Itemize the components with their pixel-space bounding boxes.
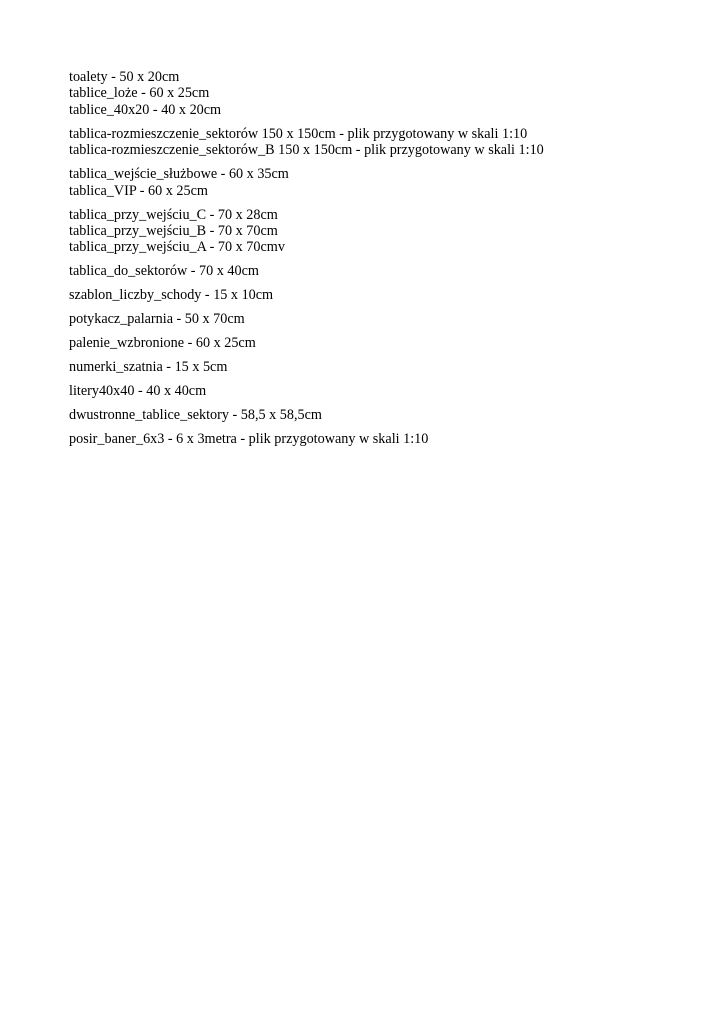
document-body — [69, 69, 689, 455]
paragraph-group — [69, 431, 689, 447]
text-line: litery40x40 - 40 x 40cm — [69, 383, 207, 400]
paragraph-group — [69, 263, 689, 279]
text-line: dwustronne_tablice_sektory - 58,5 x 58,5cm — [69, 407, 322, 424]
text-line: tablica-rozmieszczenie_sektorów 150 x 150cm - plik przygotowany w skali 1:10 — [69, 125, 528, 142]
paragraph-group — [69, 207, 689, 256]
text-line: tablica_wejście_służbowe - 60 x 35cm — [69, 166, 289, 183]
paragraph-group — [69, 407, 689, 423]
text-line: szablon_liczby_schody - 15 x 10cm — [69, 287, 274, 304]
text-line: tablica_przy_wejściu_B - 70 x 70cm — [69, 223, 278, 240]
text-line: tablica-rozmieszczenie_sektorów_B 150 x 150cm - plik przygotowany w skali 1:10 — [69, 142, 544, 159]
text-line: tablica_przy_wejściu_A - 70 x 70cmv — [69, 239, 285, 256]
text-line: tablica_do_sektorów - 70 x 40cm — [69, 263, 259, 280]
paragraph-group — [69, 126, 689, 159]
paragraph-group — [69, 166, 689, 199]
text-line: tablica_przy_wejściu_C - 70 x 28cm — [69, 206, 278, 223]
text-line: numerki_szatnia - 15 x 5cm — [69, 359, 228, 376]
paragraph-group — [69, 383, 689, 399]
paragraph-group — [69, 311, 689, 327]
paragraph-group — [69, 359, 689, 375]
text-line: posir_baner_6x3 - 6 x 3metra - plik przygotowany w skali 1:10 — [69, 431, 429, 448]
text-line: toalety - 50 x 20cm — [69, 69, 180, 85]
text-line: palenie_wzbronione - 60 x 25cm — [69, 335, 256, 352]
paragraph-group — [69, 69, 689, 118]
paragraph-group — [69, 287, 689, 303]
paragraph-group — [69, 335, 689, 351]
text-line: tablice_40x20 - 40 x 20cm — [69, 101, 222, 118]
text-line: tablice_loże - 60 x 25cm — [69, 85, 210, 102]
text-line: tablica_VIP - 60 x 25cm — [69, 182, 208, 199]
text-line: potykacz_palarnia - 50 x 70cm — [69, 311, 245, 328]
